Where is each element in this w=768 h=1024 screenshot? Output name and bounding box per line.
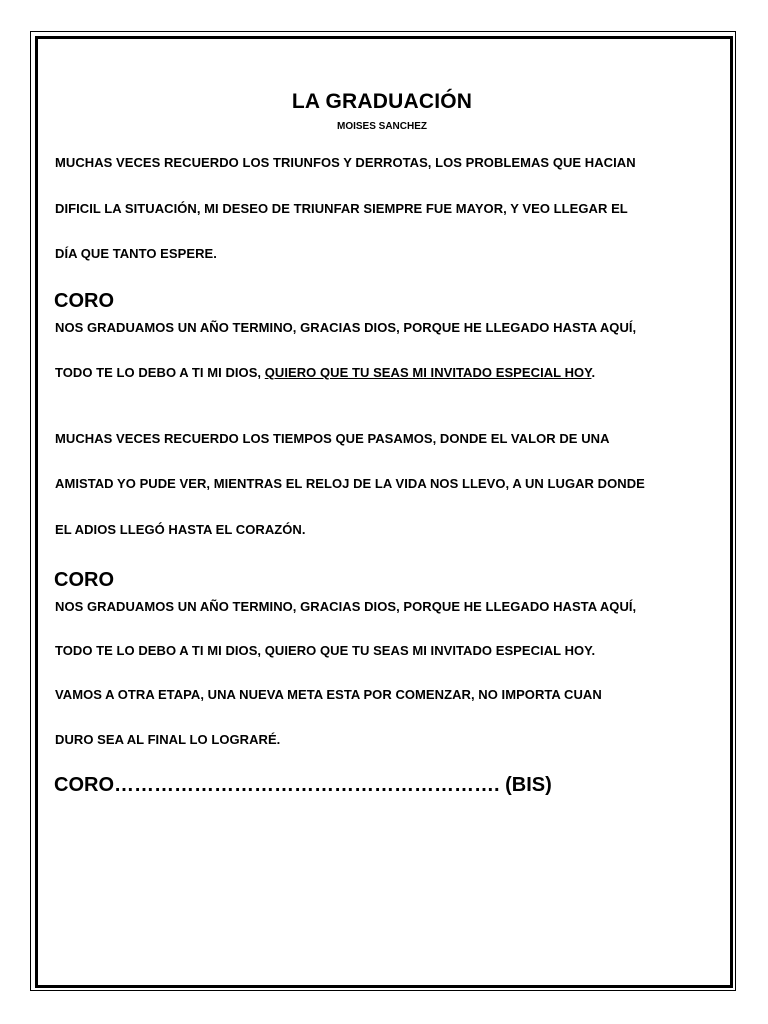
- verse3-line1: VAMOS A OTRA ETAPA, UNA NUEVA META ESTA POR COMENZAR, NO IMPORTA CUAN: [55, 687, 602, 702]
- verse2-line1: MUCHAS VECES RECUERDO LOS TIEMPOS QUE PASAMOS, DONDE EL VALOR DE UNA: [55, 431, 610, 446]
- page-border-inner: [35, 36, 733, 988]
- chorus2-line2: TODO TE LO DEBO A TI MI DIOS, QUIERO QUE TU SEAS MI INVITADO ESPECIAL HOY.: [55, 643, 596, 658]
- final-chorus-bis: CORO…………………………………………………. (BIS): [54, 774, 552, 796]
- chorus-heading-1: CORO: [54, 290, 114, 312]
- chorus1-line2-suffix: .: [591, 365, 596, 380]
- chorus2-line1: NOS GRADUAMOS UN AÑO TERMINO, GRACIAS DIOS, PORQUE HE LLEGADO HASTA AQUÍ,: [55, 599, 637, 614]
- chorus1-line2-underlined: QUIERO QUE TU SEAS MI INVITADO ESPECIAL HOY: [264, 365, 592, 380]
- chorus1-line2-prefix: TODO TE LO DEBO A TI MI DIOS,: [55, 365, 265, 380]
- verse2-line2: AMISTAD YO PUDE VER, MIENTRAS EL RELOJ DE LA VIDA NOS LLEVO, A UN LUGAR DONDE: [55, 476, 645, 491]
- verse1-line2: DIFICIL LA SITUACIÓN, MI DESEO DE TRIUNFAR SIEMPRE FUE MAYOR, Y VEO LLEGAR EL: [55, 201, 628, 216]
- verse1-line1: MUCHAS VECES RECUERDO LOS TRIUNFOS Y DERROTAS, LOS PROBLEMAS QUE HACIAN: [55, 155, 636, 170]
- song-title: LA GRADUACIÓN: [291, 90, 473, 113]
- chorus1-line2: [55, 365, 595, 380]
- song-author: MOISES SANCHEZ: [336, 121, 427, 132]
- verse3-line2: DURO SEA AL FINAL LO LOGRARÉ.: [55, 732, 281, 747]
- verse1-line3: DÍA QUE TANTO ESPERE.: [55, 246, 217, 261]
- chorus-heading-2: CORO: [54, 569, 114, 591]
- verse2-line3: EL ADIOS LLEGÓ HASTA EL CORAZÓN.: [55, 522, 306, 537]
- chorus1-line1: NOS GRADUAMOS UN AÑO TERMINO, GRACIAS DIOS, PORQUE HE LLEGADO HASTA AQUÍ,: [55, 320, 637, 335]
